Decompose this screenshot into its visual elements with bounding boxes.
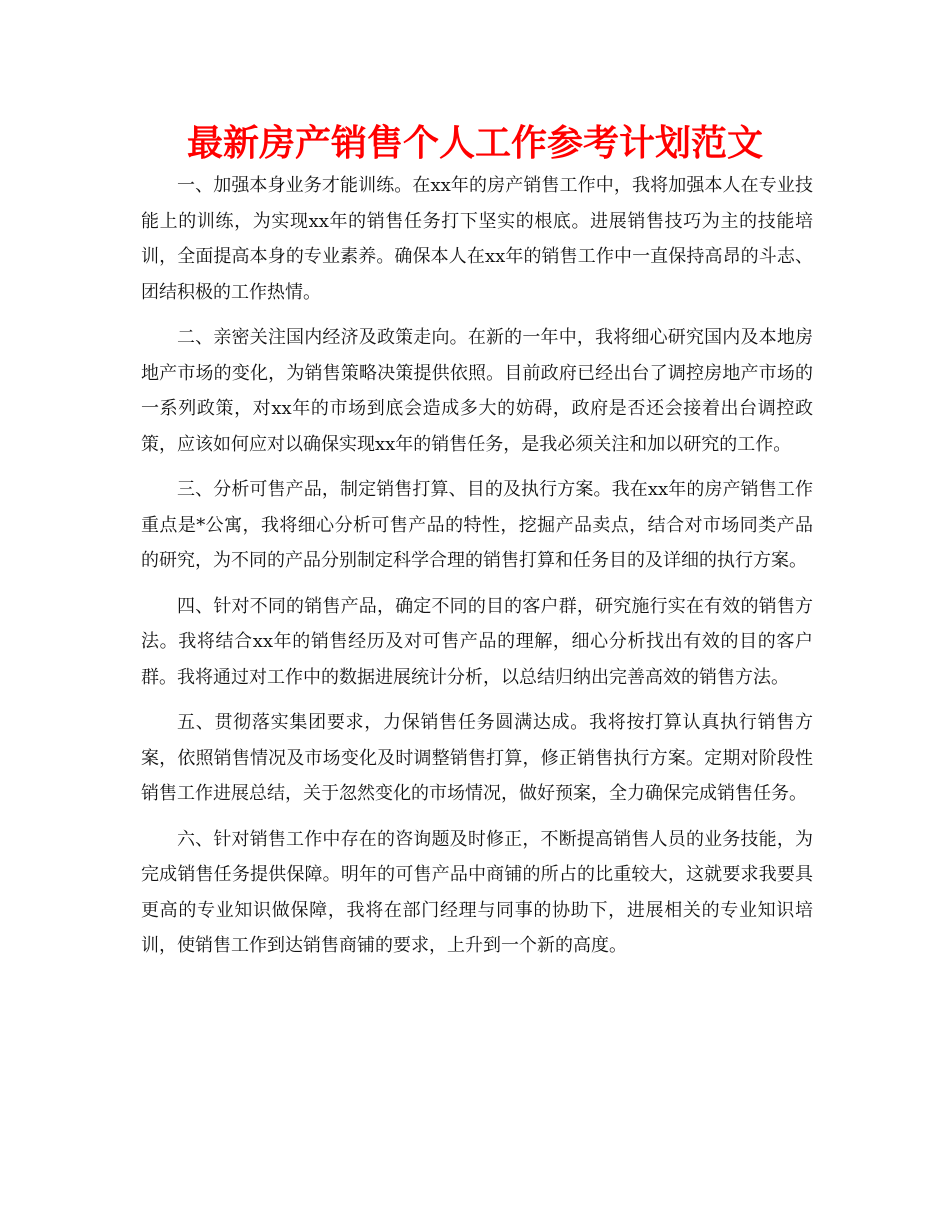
document-body (141, 168, 813, 974)
paragraph-2: 二、亲密关注国内经济及政策走向。在新的一年中，我将细心研究国内及本地房地产市场的变化，为销售策略决策提供依照。目前政府已经出台了调控房地产市场的一系列政策，对xx年的市场到底会造成多大的妨碍，政府是否还会接着出台调控政策，应该如何应对以确保实现xx年的销售任务，是我必须关注和加以研究的工作。 (141, 327, 813, 455)
paragraph-1: 一、加强本身业务才能训练。在xx年的房产销售工作中，我将加强本人在专业技能上的训练，为实现xx年的销售任务打下坚实的根底。进展销售技巧为主的技能培训，全面提高本身的专业素养。确保本人在xx年的销售工作中一直保持高昂的斗志、团结积极的工作热情。 (141, 175, 813, 303)
paragraph-3: 三、分析可售产品，制定销售打算、目的及执行方案。我在xx年的房产销售工作重点是*公寓，我将细心分析可售产品的特性，挖掘产品卖点，结合对市场同类产品的研究，为不同的产品分别制定科学合理的销售打算和任务目的及详细的执行方案。 (141, 479, 813, 571)
paragraph-5: 五、贯彻落实集团要求，力保销售任务圆满达成。我将按打算认真执行销售方案，依照销售情况及市场变化及时调整销售打算，修正销售执行方案。定期对阶段性销售工作进展总结，关于忽然变化的市场情况，做好预案，全力确保完成销售任务。 (141, 712, 813, 804)
document-title: 最新房产销售个人工作参考计划范文 (186, 123, 763, 164)
paragraph-6: 六、针对销售工作中存在的咨询题及时修正，不断提高销售人员的业务技能，为完成销售任务提供保障。明年的可售产品中商铺的所占的比重较大，这就要求我要具更高的专业知识做保障，我将在部门经理与同事的协助下，进展相关的专业知识培训，使销售工作到达销售商铺的要求，上升到一个新的高度。 (141, 828, 813, 956)
paragraph-4: 四、针对不同的销售产品，确定不同的目的客户群，研究施行实在有效的销售方法。我将结合xx年的销售经历及对可售产品的理解，细心分析找出有效的目的客户群。我将通过对工作中的数据进展统计分析，以总结归纳出完善高效的销售方法。 (141, 595, 813, 688)
